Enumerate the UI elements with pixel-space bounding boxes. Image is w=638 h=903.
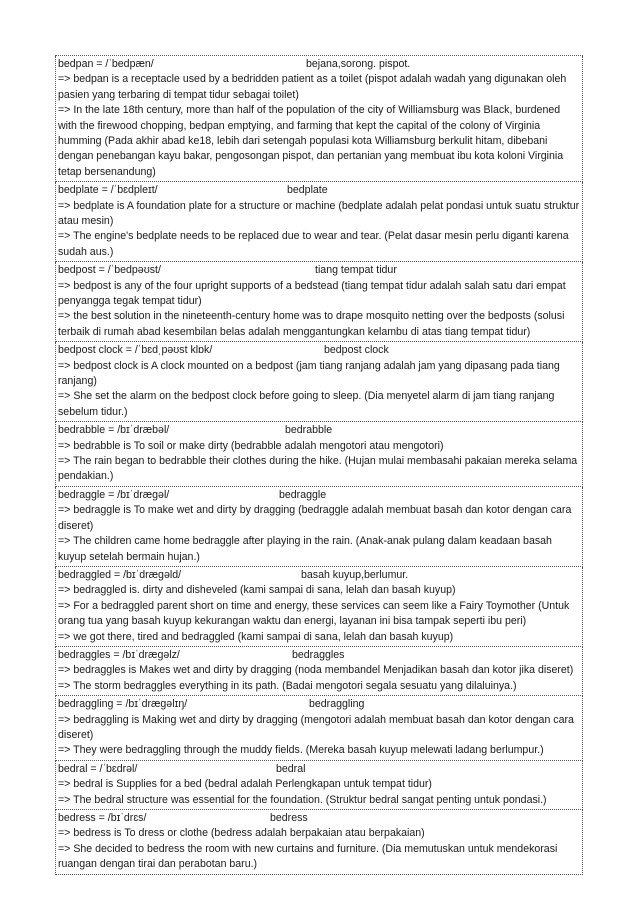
entry-meaning: bedraggling — [309, 698, 365, 711]
dictionary-entry — [55, 262, 583, 342]
dictionary-entry — [55, 182, 583, 262]
dictionary-table — [55, 55, 583, 875]
entry-header — [58, 423, 581, 438]
entry-meaning: bedplate — [287, 184, 328, 197]
entry-example-line: => we got there, tired and bedraggled (kami sampai di sana, lelah dan basah kuyup) — [58, 630, 454, 643]
entry-example-line: => bedraggles is Makes wet and dirty by dragging (noda membandel Menjadikan basah dan kotor jika diseret) — [58, 664, 574, 677]
entry-meaning: bedraggles — [292, 648, 345, 661]
entry-header — [58, 263, 581, 278]
entry-example-line: => She decided to bedress the room with new curtains and furniture. (Dia memutuskan untuk mendekorasi ruangan dengan tirai dan perabotan baru.) — [58, 842, 558, 871]
entry-header — [58, 648, 581, 663]
entry-example-line: => bedpost is any of the four upright supports of a bedstead (tiang tempat tidur adalah salah satu dari empat penyangga tegak tempat tidur) — [58, 279, 566, 308]
entry-example-line: => For a bedraggled parent short on time and energy, these services can seem like a Fairy Toymother (Untuk orang tua yang basah kuyup kekurangan waktu dan energi, layanan ini bisa tampak seperti ibu peri) — [58, 599, 570, 628]
entry-meaning: bedpost clock — [324, 344, 389, 357]
dictionary-entry — [55, 647, 583, 696]
entry-meaning: bejana,sorong. pispot. — [306, 58, 411, 70]
entry-header — [58, 568, 581, 583]
entry-example-line: => bedress is To dress or clothe (bedress adalah berpakaian atau berpakaian) — [58, 827, 425, 840]
entry-header — [58, 183, 581, 198]
entry-word: bedraggling = /bɪˈdrægəlɪŋ/ — [58, 698, 188, 711]
entry-example-line: => bedpan is a receptacle used by a bedridden patient as a toilet (pispot adalah wadah yang digunakan oleh pasien yang terbaring di tempat tidur sebagai toilet) — [58, 73, 567, 101]
entry-meaning: bedral — [276, 762, 306, 775]
entry-example-line: => the best solution in the nineteenth-century home was to drape mosquito netting over the bedposts (solusi terbaik di rumah abad kesembilan belas adalah menggantungkan kelambu di atas tiang tempat tidur) — [58, 310, 565, 338]
entry-example-line: => In the late 18th century, more than half of the population of the city of Williamsburg was Black, burdened with the firewood chopping, bedpan emptying, and farming that kept the capital of the colony of Virginia humming (Pada akhir abad ke18, lebih dari setengah populasi kota Williamsburg berkulit hitam, dibebani dengan penebangan kayu bakar, pengosongan pispot, dan pertanian yang membuat ibu kota koloni Virginia tetap bersenandung) — [58, 104, 564, 178]
entry-word: bedress = /bɪˈdrɛs/ — [58, 811, 147, 824]
entry-word: bedpost = /ˈbedpəʊst/ — [58, 264, 161, 277]
entry-example-line: => bedraggle is To make wet and dirty by dragging (bedraggle adalah membuat basah dan kotor dengan cara diseret) — [58, 504, 572, 532]
entry-example-line: => The engine's bedplate needs to be replaced due to wear and tear. (Pelat dasar mesin perlu diganti karena sudah aus.) — [58, 230, 569, 258]
entry-word: bedpost clock = /ˈbɛdˌpəʊst klɒk/ — [58, 344, 213, 357]
dictionary-entry — [55, 422, 583, 487]
entry-header — [58, 57, 581, 72]
entry-example-line: => They were bedraggling through the muddy fields. (Mereka basah kuyup melewati ladang berlumpur.) — [58, 744, 544, 757]
entry-meaning: bedress — [270, 811, 308, 824]
entry-header — [58, 343, 581, 358]
entry-meaning: basah kuyup,berlumur. — [301, 568, 409, 581]
entry-example-line: => The children came home bedraggle after playing in the rain. (Anak-anak pulang dalam keadaan basah kuyup setelah bermain hujan.) — [58, 535, 552, 563]
dictionary-entry — [55, 567, 583, 647]
entry-example-line: => The storm bedraggles everything in its path. (Badai mengotori segala sesuatu yang dilaluinya.) — [58, 679, 517, 692]
entry-word: bedral = /ˈbɛdrəl/ — [58, 762, 138, 775]
entry-example-line: => bedpost clock is A clock mounted on a bedpost (jam tiang ranjang adalah jam yang dipasang pada tiang ranjang) — [58, 359, 560, 388]
entry-header — [58, 488, 581, 503]
entry-meaning: bedrabble — [285, 424, 333, 437]
dictionary-entry — [55, 487, 583, 567]
entry-word: bedpan = /ˈbedpæn/ — [58, 58, 154, 70]
entry-word: bedrabble = /bɪˈdræbəl/ — [58, 424, 170, 437]
entry-example-line: => bedraggling is Making wet and dirty by dragging (mengotori adalah membuat basah dan kotor dengan cara diseret) — [58, 713, 574, 741]
entry-header — [58, 762, 581, 777]
entry-word: bedraggle = /bɪˈdrægəl/ — [58, 488, 170, 501]
entry-example-line: => The rain began to bedrabble their clothes during the hike. (Hujan mulai membasahi pakaian mereka selama pendakian.) — [58, 455, 578, 483]
entry-example-line: => bedraggled is. dirty and disheveled (kami sampai di sana, lelah dan basah kuyup) — [58, 584, 456, 597]
entry-header — [58, 811, 581, 826]
entry-word: bedraggled = /bɪˈdræɡəld/ — [58, 568, 182, 581]
entry-word: bedraggles = /bɪˈdrægəlz/ — [58, 648, 180, 661]
dictionary-entry — [55, 810, 583, 875]
entry-example-line: => She set the alarm on the bedpost clock before going to sleep. (Dia menyetel alarm di jam tiang ranjang sebelum tidur.) — [58, 390, 555, 418]
dictionary-entry — [55, 696, 583, 761]
entry-example-line: => The bedral structure was essential for the foundation. (Struktur bedral sangat penting untuk pondasi.) — [58, 793, 547, 806]
entry-word: bedplate = /ˈbɛdpleɪt/ — [58, 184, 158, 197]
entry-header — [58, 697, 581, 712]
entry-example-line: => bedral is Supplies for a bed (bedral adalah Perlengkapan untuk tempat tidur) — [58, 778, 432, 791]
dictionary-entry — [55, 342, 583, 422]
dictionary-entry — [55, 56, 583, 182]
entry-example-line: => bedplate is A foundation plate for a structure or machine (bedplate adalah pelat pondasi untuk suatu struktur atau mesin) — [58, 199, 580, 228]
entry-meaning: tiang tempat tidur — [315, 264, 397, 277]
entry-meaning: bedraggle — [279, 488, 327, 501]
entry-example-line: => bedrabble is To soil or make dirty (bedrabble adalah mengotori atau mengotori) — [58, 439, 444, 452]
dictionary-entry — [55, 761, 583, 810]
